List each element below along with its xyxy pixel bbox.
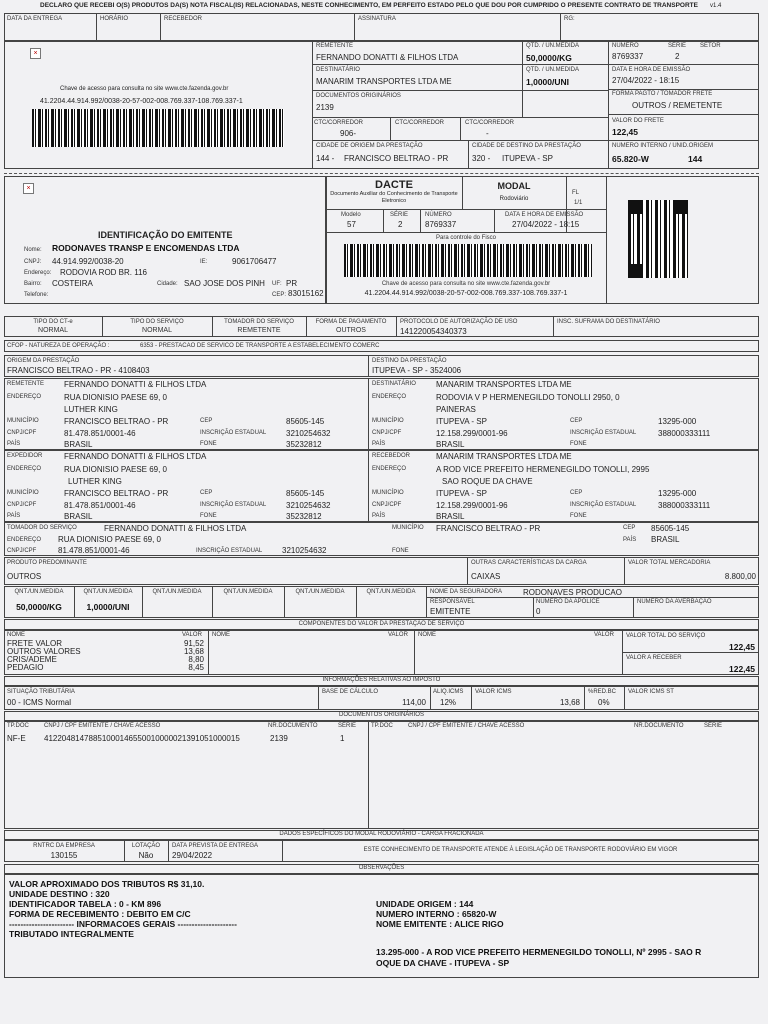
cfop-label: CFOP - NATUREZA DE OPERAÇÃO : [7,343,110,349]
stub-number-label: NUMERO [612,43,639,49]
taker-cnpj-label: CNPJ/CPF [7,548,37,554]
stub-freight: 122,45 [612,127,638,137]
recipient-name: MANARIM TRANSPORTES LTDA ME [436,380,572,389]
stub-origin-code: 144 - [316,154,335,163]
cfop-value: 6353 - PRESTACAO DE SERVICO DE TRANSPORTE A ESTABELECIMENTO COMERC [140,343,380,349]
sender-label: REMETENTE [7,381,45,387]
shipper-label: EXPEDIDOR [7,453,43,459]
component-name-header-3: NOME [418,632,436,638]
stub-ctc3: - [486,129,489,138]
recipient-country-label: PAÍS [372,441,386,447]
recipient-cep-label: CEP [570,418,583,424]
issuer-phone-label: Telefone: [24,292,49,298]
shipper-city-label: MUNICÍPIO [7,490,39,496]
stub-sender: FERNANDO DONATTI & FILHOS LTDA [316,53,459,62]
stub-series: 2 [675,52,680,61]
recipient-city-label: MUNICÍPIO [372,418,404,424]
service-type: NORMAL [142,327,172,334]
note-address-line: 13.295-000 - A ROD VICE PREFEITO HERMENEGILDO TONOLLI, Nº 2995 - SAO R [376,947,702,957]
shipper-cnpj-label: CNPJ/CPF [7,502,37,508]
receiver-address2: SAO ROQUE DA CHAVE [442,477,533,486]
recipient-cnpj: 12.158.299/0001-96 [436,429,508,438]
reduction: 0% [598,698,610,707]
note-line: VALOR APROXIMADO DOS TRIBUTOS R$ 31,10. [9,879,205,889]
receiver-phone-label: FONE [570,513,587,519]
qty-label-5: QNT./UN.MEDIDA [295,589,345,595]
component-name: OUTROS VALORES [7,647,81,656]
component-value-header: VALOR [182,632,202,638]
issuer-district-label: Bairro: [24,281,42,287]
doc-key-header: CNPJ / CPF EMITENTE / CHAVE ACESSO [44,723,161,729]
qty-label-4: QNT./UN.MEDIDA [223,589,273,595]
signature-label: ASSINATURA [358,16,396,22]
stub-origin-unit: 144 [688,154,703,164]
endorsement-label: NÚMERO DA AVERBAÇÃO [637,599,712,605]
stub-number: 8769337 [612,52,644,61]
stub-sender-label: REMETENTE [316,43,354,49]
doc-type-header-2: TP.DOC [371,723,393,729]
qty-value-2: 1,0000/UNI [86,602,130,612]
component-name: FRETE VALOR [7,639,62,648]
receiver-cep: 13295-000 [658,489,697,498]
receiver-party-label: RECEBEDOR [372,453,411,459]
shipper-address-label: ENDEREÇO [7,466,42,472]
stub-ctc2-label: CTC/CORREDOR [395,120,444,126]
dacte-access-key-note: Chave de acesso para consulta no site www.cte.fazenda.gov.br [381,281,551,287]
recipient-address: RODOVIA V P HERMENEGILDO TONOLLI 2950, 0 [436,393,620,402]
issuer-name: RODONAVES TRANSP E ENCOMENDAS LTDA [52,243,240,253]
qr-code [628,200,688,278]
insurer-label: NOME DA SEGURADORA [430,589,503,595]
doc-series-header: SÉRIE [338,723,357,729]
reduction-label: %RED.BC [588,689,617,695]
route-destination-label: DESTINO DA PRESTAÇÃO [372,358,447,364]
qty-label-1: QNT./UN.MEDIDA [14,589,64,595]
sender-name: FERNANDO DONATTI & FILHOS LTDA [64,380,207,389]
issue-label: DATA E HORA DE EMISSÃO [505,212,584,218]
sender-ie-label: INSCRIÇÃO ESTADUAL [200,430,267,436]
route-origin: FRANCISCO BELTRAO - PR - 4108403 [7,366,150,375]
capacity: Não [138,851,154,860]
receiver-country: BRASIL [436,512,465,521]
note-line: IDENTIFICADOR TABELA : 0 - KM 896 [9,899,162,909]
issue-value: 27/04/2022 - 18:15 [512,220,580,229]
stub-recipient: MANARIM TRANSPORTES LTDA ME [316,77,452,86]
stub-qty2-label: QTD. / UN.MEDIDA [526,67,580,73]
stub-recipient-label: DESTINATÁRIO [316,67,360,73]
sender-address-label: ENDEREÇO [7,394,42,400]
cargo-other-label: OUTRAS CARACTERÍSTICAS DA CARGA [471,560,587,566]
delivery-forecast: 29/04/2022 [172,851,213,860]
docs-title: DOCUMENTOS ORIGINÁRIOS [339,712,424,718]
route-destination: ITUPEVA - SP - 3524006 [372,366,462,375]
sheet-value: 1/1 [574,200,583,206]
note-line: UNIDADE DESTINO : 320 [9,889,110,899]
shipper-country: BRASIL [64,512,93,521]
taker-phone-label: FONE [392,548,409,554]
dacte-subtitle: Documento Auxiliar do Conhecimento de Transporte Eletronico [330,191,458,204]
stub-internal: 65.820-W [612,154,649,164]
qty-value-1: 50,0000/KG [16,602,62,612]
stub-ctc1: 906- [340,129,357,138]
component-value: 91,52 [183,639,204,648]
qty-label-2: QNT./UN.MEDIDA [83,589,133,595]
protocol: 141220054340373 [400,327,467,336]
doc-type: NF-E [7,734,26,743]
fisco-control-label: Para controle do Fisco [435,235,497,241]
time-label: HORÁRIO [100,16,129,22]
issuer-name-label: Nome: [24,247,42,253]
responsible-label: RESPONSÁVEL [430,599,475,605]
sender-cnpj-label: CNPJ/CPF [7,430,37,436]
shipper-city: FRANCISCO BELTRAO - PR [64,489,169,498]
receiver-address: A ROD VICE PREFEITO HERMENEGILDO TONOLLI, 2995 [436,465,650,474]
recipient-cep: 13295-000 [658,417,697,426]
legislation-note: ESTE CONHECIMENTO DE TRANSPORTE ATENDE À LEGISLAÇÃO DE TRANSPORTE RODOVIÁRIO EM VIGOR [363,847,678,853]
sender-address: RUA DIONISIO PAESE 69, 0 [64,393,167,402]
shipper-address2: LUTHER KING [68,477,122,486]
taker-city: FRANCISCO BELTRAO - PR [436,524,541,533]
recipient-ie: 388000333111 [658,429,711,438]
stub-qty1: 50,0000/KG [526,53,572,63]
recipient-address-label: ENDEREÇO [372,394,407,400]
note-address-line: OQUE DA CHAVE - ITUPEVA - SP [376,958,510,968]
component-value: 13,68 [183,647,204,656]
issuer-cep: 83015162 [288,289,324,298]
note-line: TRIBUTADO INTEGRALMENTE [9,929,134,939]
stub-docs: 2139 [316,103,334,112]
shipper-cep-label: CEP [200,490,213,496]
component-name-header-2: NOME [212,632,230,638]
issuer-address: RODOVIA ROD BR. 116 [60,268,147,277]
receiver-city-label: MUNICÍPIO [372,490,404,496]
cte-type-label: TIPO DO CT-e [33,319,73,325]
suframa-label: INSC. SUFRAMA DO DESTINATÁRIO [557,319,660,325]
modal-value: Rodoviário [499,196,529,202]
dacte-title: DACTE [375,179,413,191]
taker-country: BRASIL [651,535,680,544]
version-label: v1.4 [710,3,722,9]
sender-address2: LUTHER KING [64,405,118,414]
dacte-barcode [344,244,592,277]
cte-type: NORMAL [38,327,68,334]
delivery-forecast-label: DATA PREVISTA DE ENTREGA [172,843,259,849]
recipient-cnpj-label: CNPJ/CPF [372,430,402,436]
issuer-city: SAO JOSE DOS PINH [184,279,265,288]
amount-receivable-label: VALOR A RECEBER [626,655,682,661]
stub-payment: OUTROS / REMETENTE [632,101,723,110]
sender-cep: 85605-145 [286,417,325,426]
tax-base-label: BASE DE CÁLCULO [322,689,379,695]
doc-type-header: TP.DOC [7,723,29,729]
stub-ctc1-label: CTC/CORREDOR [314,120,363,126]
stub-access-key-note: Chave de acesso para consulta no site www.cte.fazenda.gov.br [60,86,229,92]
stub-qty1-label: QTD. / UN.MEDIDA [526,43,580,49]
receiver-party-name: MANARIM TRANSPORTES LTDA ME [436,452,572,461]
stub-issue-date-label: DATA E HORA DE EMISSÃO [612,67,691,73]
taker-cep: 85605-145 [651,524,690,533]
issuer-cep-label: CEP: [272,292,287,298]
goods-total: 8.800,00 [724,572,756,581]
taker-name: FERNANDO DONATTI & FILHOS LTDA [104,524,247,533]
shipper-address: RUA DIONISIO PAESE 69, 0 [64,465,167,474]
logo-placeholder-icon: × [30,48,41,59]
recipient-phone-label: FONE [570,441,587,447]
policy-label: NÚMERO DA APÓLICE [536,599,600,605]
qty-label-3: QNT./UN.MEDIDA [152,589,202,595]
shipper-cnpj: 81.478.851/0001-46 [64,501,136,510]
policy: 0 [536,607,541,616]
delivery-date-label: DATA DA ENTREGA [7,16,63,22]
stub-barcode [32,109,284,147]
receiver-address-label: ENDEREÇO [372,466,407,472]
tax-base: 114,00 [402,698,426,707]
taker-cnpj: 81.478.851/0001-46 [58,546,130,555]
model-label: Modelo [341,212,361,218]
recipient-address2: PAINERAS [436,405,476,414]
issuer-city-label: Cidade: [157,281,178,287]
note-line: ----------------------- INFORMACOES GERAIS --------------------- [9,919,237,929]
payment-form: OUTROS [336,327,366,334]
recipient-label: DESTINATÁRIO [372,381,416,387]
icms-value: 13,68 [559,698,580,707]
shipper-name: FERNANDO DONATTI & FILHOS LTDA [64,452,207,461]
components-title: COMPONENTES DO VALOR DA PRESTAÇÃO DE SERVIÇO [298,621,465,627]
capacity-label: LOTAÇÃO [131,843,161,849]
service-taker: REMETENTE [237,327,281,334]
model-value: 57 [347,220,356,229]
shipper-phone-label: FONE [200,513,217,519]
stub-ctc3-label: CTC/CORREDOR [465,120,514,126]
stub-qty2: 1,0000/UNI [526,77,569,87]
receiver-ie-label: INSCRIÇÃO ESTADUAL [570,502,637,508]
sender-country-label: PAÍS [7,441,21,447]
issuer-cnpj-label: CNPJ: [24,259,42,265]
shipper-phone: 35232812 [286,512,322,521]
payment-form-label: FORMA DE PAGAMENTO [315,319,387,325]
route-origin-label: ORIGEM DA PRESTAÇÃO [7,358,80,364]
receiver-cnpj: 12.158.299/0001-96 [436,501,508,510]
shipper-ie: 3210254632 [286,501,331,510]
issuer-logo-placeholder-icon: × [23,183,34,194]
stub-issue-date: 27/04/2022 - 18:15 [612,76,680,85]
note-line: NOME EMITENTE : ALICE RIGO [376,919,504,929]
component-name-header: NOME [7,632,25,638]
stub-payment-label: FORMA PAGTO / TOMADOR FRETE [612,91,713,97]
responsible: EMITENTE [430,607,471,616]
taker-cep-label: CEP [623,525,636,531]
stub-access-key: 41.2204.44.914.992/0038-20-57-002-008.769.337-108.769.337-1 [40,98,243,105]
protocol-label: PROTOCOLO DE AUTORIZAÇÃO DE USO [400,319,518,325]
icms-rate: 12% [440,698,457,707]
stub-destination-label: CIDADE DE DESTINO DA PRESTAÇÃO [472,143,581,149]
stub-freight-label: VALOR DO FRETE [612,118,664,124]
sheet-label: FL [572,190,580,196]
shipper-cep: 85605-145 [286,489,325,498]
doc-series-header-2: SÉRIE [704,723,723,729]
issuer-district: COSTEIRA [52,279,93,288]
note-line: FORMA DE RECEBIMENTO : DEBITO EM C/C [9,909,191,919]
icms-st-label: VALOR ICMS ST [628,689,674,695]
cut-line [4,173,759,174]
qty-label-6: QNT./UN.MEDIDA [366,589,416,595]
shipper-country-label: PAÍS [7,513,21,519]
series-value: 2 [398,220,403,229]
doc-key: 41220481478851000146550010000021391051000015 [44,734,240,743]
note-line: NUMERO INTERNO : 65820-W [376,909,497,919]
sender-phone: 35232812 [286,440,322,449]
taker-address: RUA DIONISIO PAESE 69, 0 [58,535,161,544]
taker-address-label: ENDEREÇO [7,537,42,543]
receipt-declaration: DECLARO QUE RECEBI O(S) PRODUTOS DA(S) NOTA FISCAL(IS) RELACIONADAS, NESTE CONHECIMENTO, EM PERFEITO ESTADO PELO QUE DOU POR CUMPRIDO O PRESENTE CONTRATO DE TRANSPORTE [40,2,698,9]
stub-origin: FRANCISCO BELTRAO - PR [344,154,449,163]
rntrc: 130155 [50,851,78,860]
taker-city-label: MUNICÍPIO [392,525,424,531]
stub-origin-label: CIDADE DE ORIGEM DA PRESTAÇÃO [316,143,423,149]
dacte-access-key: 41.2204.44.914.992/0038-20-57-002-008.769.337-108.769.337-1 [364,290,568,297]
component-value: 8,80 [188,655,204,664]
component-value-header-2: VALOR [388,632,408,638]
stub-series-label: SÉRIE [668,43,687,49]
component-name: PEDAGIO [7,663,44,672]
rg-label: RG: [564,16,575,22]
issuer-uf-label: UF: [272,281,282,287]
number-value: 8769337 [425,220,457,229]
receiver-city: ITUPEVA - SP [436,489,487,498]
product: OUTROS [7,572,42,581]
sender-cep-label: CEP [200,418,213,424]
shipper-ie-label: INSCRIÇÃO ESTADUAL [200,502,267,508]
issuer-ie: 9061706477 [232,257,277,266]
service-taker-label: TOMADOR DO SERVIÇO [224,319,294,325]
sender-country: BRASIL [64,440,93,449]
insurer: RODONAVES PRODUCAO [523,588,622,597]
notes-title: OBSERVAÇÕES [358,865,405,871]
stub-sector-label: SETOR [700,43,721,49]
stub-docs-label: DOCUMENTOS ORIGINÁRIOS [316,93,401,99]
doc-number-header: NR.DOCUMENTO [268,723,318,729]
component-value: 8,45 [188,663,204,672]
cargo-other: CAIXAS [471,572,501,581]
modal-label: MODAL [497,181,531,191]
service-total-label: VALOR TOTAL DO SERVIÇO [626,633,706,639]
icms-rate-label: ALIQ.ICMS [433,689,464,695]
issuer-ie-label: IE: [200,259,208,265]
issuer-title: IDENTIFICAÇÃO DO EMITENTE [98,230,233,240]
receiver-country-label: PAÍS [372,513,386,519]
recipient-city: ITUPEVA - SP [436,417,487,426]
tax-status: 00 - ICMS Normal [7,698,72,707]
receiver-cep-label: CEP [570,490,583,496]
taker-ie-label: INSCRIÇÃO ESTADUAL [196,548,263,554]
road-title: DADOS ESPECÍFICOS DO MODAL RODOVIÁRIO - CARGA FRACIONADA [279,831,484,837]
issuer-uf: PR [286,279,298,288]
tax-status-label: SITUAÇÃO TRIBUTÁRIA [7,689,75,695]
series-label: SÉRIE [390,212,409,218]
component-name: CRIS/ADEME [7,655,57,664]
receiver-ie: 388000333111 [658,501,711,510]
recipient-ie-label: INSCRIÇÃO ESTADUAL [570,430,637,436]
issuer-address-label: Endereço: [24,270,52,276]
receiver-label: RECEBEDOR [164,16,203,22]
taker-label: TOMADOR DO SERVIÇO [7,525,77,531]
sender-ie: 3210254632 [286,429,331,438]
doc-number-header-2: NR.DOCUMENTO [634,723,684,729]
doc-series: 1 [340,734,345,743]
sender-cnpj: 81.478.851/0001-46 [64,429,136,438]
amount-receivable: 122,45 [729,664,755,674]
doc-number: 2139 [270,734,288,743]
icms-value-label: VALOR ICMS [475,689,512,695]
service-total: 122,45 [729,642,755,652]
number-label: NÚMERO [425,212,452,218]
taker-ie: 3210254632 [282,546,327,555]
product-label: PRODUTO PREDOMINANTE [7,560,87,566]
stub-internal-label: NUMERO INTERNO / UNID.ORIGEM [612,143,714,149]
service-type-label: TIPO DO SERVIÇO [130,319,184,325]
recipient-country: BRASIL [436,440,465,449]
sender-city: FRANCISCO BELTRAO - PR [64,417,169,426]
note-line: UNIDADE ORIGEM : 144 [376,899,474,909]
component-value-header-3: VALOR [594,632,614,638]
doc-key-header-2: CNPJ / CPF EMITENTE / CHAVE ACESSO [408,723,525,729]
issuer-cnpj: 44.914.992/0038-20 [52,257,124,266]
rntrc-label: RNTRC DA EMPRESA [33,843,95,849]
tax-title: INFORMAÇÕES RELATIVAS AO IMPOSTO [322,677,441,683]
sender-phone-label: FONE [200,441,217,447]
taker-country-label: PAÍS [623,537,637,543]
cfop-box [4,340,759,352]
receiver-cnpj-label: CNPJ/CPF [372,502,402,508]
stub-destination: ITUPEVA - SP [502,154,553,163]
stub-destination-code: 320 - [472,154,491,163]
sender-city-label: MUNICÍPIO [7,418,39,424]
goods-total-label: VALOR TOTAL MERCADORIA [628,560,711,566]
